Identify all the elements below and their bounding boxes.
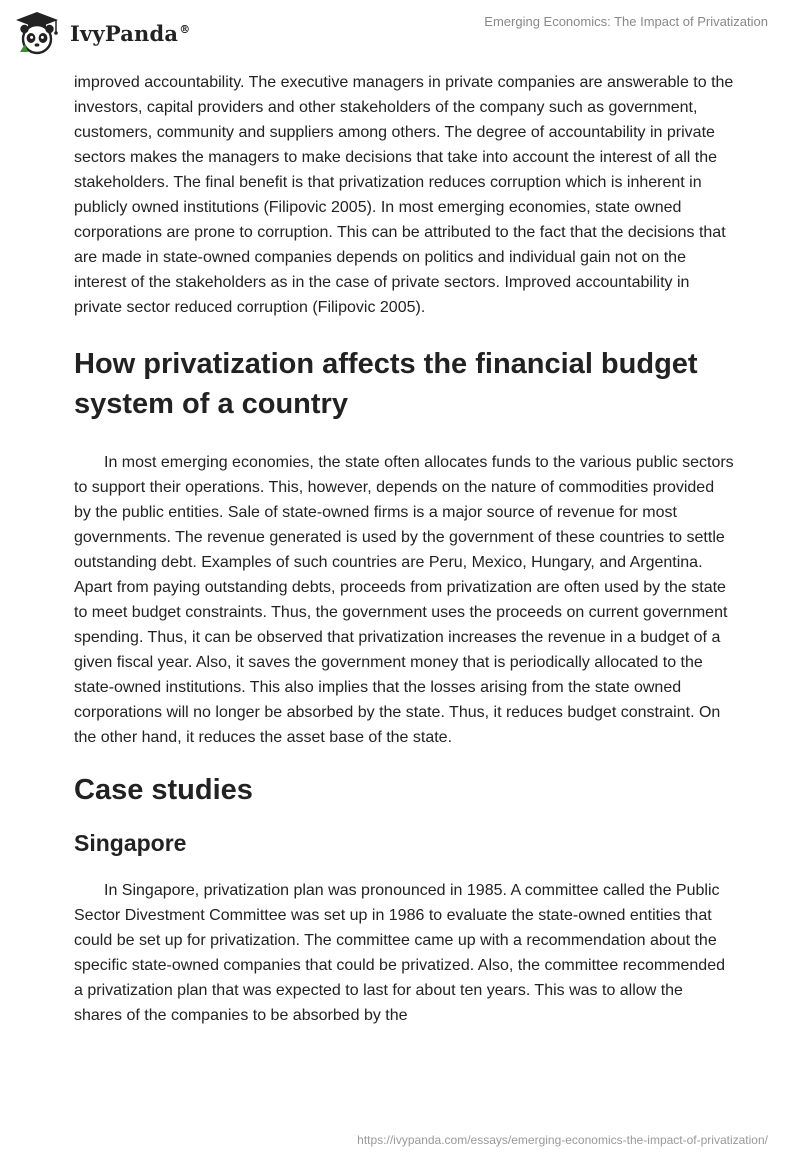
heading-singapore: Singapore <box>74 830 187 856</box>
running-title: Emerging Economics: The Impact of Privatization <box>484 14 768 29</box>
paragraph-singapore: In Singapore, privatization plan was pronounced in 1985. A committee called the Public Sector Divestment Committee was set up in 1986 to evaluate the state-owned entities that could be set up for privatization. The committee came up with a recommendation about the specific state-owned companies that could be privatized. Also, the committee recommended a privatization plan that was expected to last for about ten years. This was to allow the shares of the companies to be absorbed by the <box>74 882 725 1024</box>
page-header <box>0 0 800 70</box>
brand-logo-link[interactable] <box>12 8 190 58</box>
source-url-link[interactable]: https://ivypanda.com/essays/emerging-economics-the-impact-of-privatization/ <box>357 1133 768 1147</box>
panda-graduate-logo-icon <box>12 8 62 58</box>
heading-budget: How privatization affects the financial budget system of a country <box>74 348 698 420</box>
paragraph-budget: In most emerging economies, the state often allocates funds to the various public sectors to support their operations. This, however, depends on the nature of commodities provided by the public entities. Sale of state-owned firms is a major source of revenue for most governments. The revenue generated is used by the government of these countries to settle outstanding debt. Examples of such countries are Peru, Mexico, Hungary, and Argentina. Apart from paying outstanding debts, proceeds from privatization are often used by the state to meet budget constraints. Thus, the government uses the proceeds on current government spending. Thus, it can be observed that privatization increases the revenue in a budget of a given fiscal year. Also, it saves the government money that is periodically allocated to the state-owned institutions. This also implies that the losses arising from the state owned corporations will no longer be absorbed by the state. Thus, it reduces budget constraint. On the other hand, it reduces the asset base of the state. <box>74 454 734 746</box>
heading-case-studies: Case studies <box>74 774 253 806</box>
paragraph-accountability: improved accountability. The executive managers in private companies are answerable to the investors, capital providers and other stakeholders of the company such as government, customers, community and suppliers among others. The degree of accountability in private sectors makes the managers to make decisions that take into account the interest of all the stakeholders. The final benefit is that privatization reduces corruption which is inherent in publicly owned institutions (Filipovic 2005). In most emerging economies, state owned corporations are prone to corruption. This can be attributed to the fact that the decisions that are made in state-owned companies depends on politics and individual gain not on the interest of the stakeholders as in the case of private sectors. Improved accountability in private sector reduced corruption (Filipovic 2005). <box>74 74 734 316</box>
registered-mark: ® <box>179 22 191 36</box>
brand-name: IvyPanda® <box>70 20 191 46</box>
article-body <box>74 70 734 1028</box>
